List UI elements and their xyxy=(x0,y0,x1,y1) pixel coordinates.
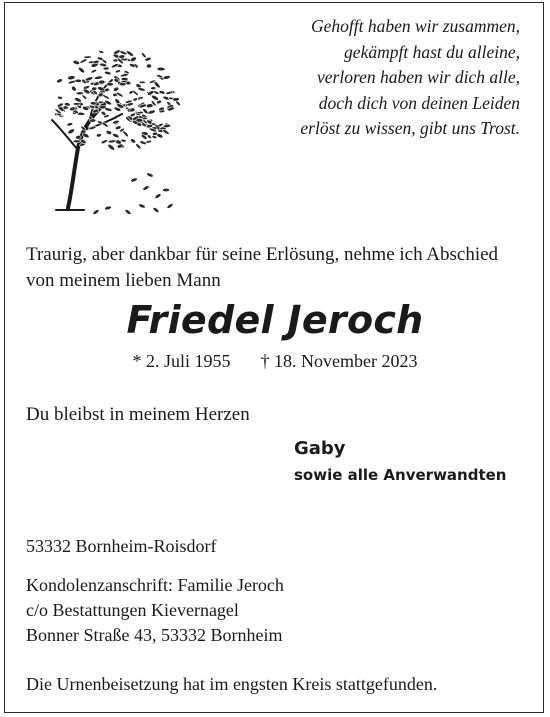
tree-foliage xyxy=(54,49,181,151)
poem-line: erlöst zu wissen, gibt uns Trost. xyxy=(300,118,520,138)
deceased-name: Friedel Jeroch xyxy=(126,298,424,342)
poem-line: gekämpft hast du alleine, xyxy=(344,41,520,62)
farewell-message: Du bleibst in meinem Herzen xyxy=(26,404,250,425)
address-line: Bonner Straße 43, 53332 Bornheim xyxy=(26,625,283,645)
intro-text xyxy=(26,242,526,294)
death-date: † 18. November 2023 xyxy=(260,351,418,371)
poem xyxy=(260,14,520,142)
condolence-address xyxy=(26,573,284,648)
intro-line: von meinem lieben Mann xyxy=(26,270,221,291)
poem-line: verloren haben wir dich alle, xyxy=(317,67,520,87)
windblown-tree-illustration xyxy=(38,30,188,220)
poem-line: Gehofft haben wir zusammen, xyxy=(310,16,520,36)
intro-line: Traurig, aber dankbar für seine Erlösung, nehme ich Abschied xyxy=(26,244,499,265)
signatory-family: sowie alle Anverwandten xyxy=(294,466,507,484)
address-line: Kondolenzanschrift: Familie Jeroch xyxy=(26,575,284,595)
address-line: c/o Bestattungen Kievernagel xyxy=(26,600,239,620)
falling-leaves xyxy=(93,172,174,215)
poem-line: doch dich von deinen Leiden xyxy=(318,92,520,113)
burial-note: Die Urnenbeisetzung hat im engsten Kreis stattgefunden. xyxy=(26,674,438,694)
place-line: 53332 Bornheim-Roisdorf xyxy=(26,536,217,556)
life-dates xyxy=(0,351,550,372)
birth-date: * 2. Juli 1955 xyxy=(132,351,231,371)
signatories xyxy=(294,435,506,487)
signatory-name: Gaby xyxy=(294,438,346,459)
